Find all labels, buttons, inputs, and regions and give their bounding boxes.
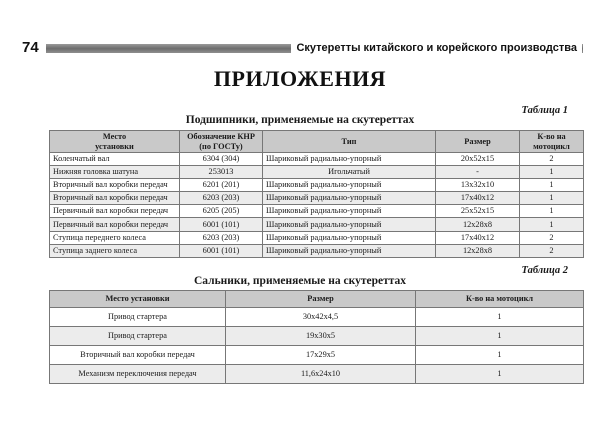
cell-qty: 1 bbox=[416, 308, 584, 327]
cell-place: Вторичный вал коробки передач bbox=[50, 346, 226, 365]
cell-size: 30x42x4,5 bbox=[226, 308, 416, 327]
cell-qty: 1 bbox=[520, 179, 584, 192]
table-row bbox=[50, 205, 584, 218]
cell-code: 253013 bbox=[180, 166, 263, 179]
cell-qty: 2 bbox=[520, 244, 584, 257]
table-row bbox=[50, 153, 584, 166]
table1-label: Таблица 1 bbox=[521, 105, 568, 116]
table-row bbox=[50, 179, 584, 192]
table-row bbox=[50, 308, 584, 327]
cell-type: Шариковый радиально-упорный bbox=[263, 179, 436, 192]
cell-size: 12x28x8 bbox=[436, 218, 520, 231]
cell-size: 25x52x15 bbox=[436, 205, 520, 218]
table-row bbox=[50, 231, 584, 244]
cell-place: Коленчатый вал bbox=[50, 153, 180, 166]
page-number: 74 bbox=[22, 39, 39, 56]
cell-size: 11,6x24x10 bbox=[226, 365, 416, 384]
table-row bbox=[50, 192, 584, 205]
table-row bbox=[50, 218, 584, 231]
cell-place: Ступица заднего колеса bbox=[50, 244, 180, 257]
header-type: Тип bbox=[263, 131, 436, 153]
header-code: Обозначение КНР (по ГОСТу) bbox=[180, 131, 263, 153]
cell-code: 6205 (205) bbox=[180, 205, 263, 218]
cell-type: Игольчатый bbox=[263, 166, 436, 179]
running-title: Скутеретты китайского и корейского производства bbox=[291, 39, 582, 57]
cell-place: Первичный вал коробки передач bbox=[50, 205, 180, 218]
cell-size: 20x52x15 bbox=[436, 153, 520, 166]
cell-place: Ступица переднего колеса bbox=[50, 231, 180, 244]
header-place: Место установки bbox=[50, 291, 226, 308]
seals-table bbox=[49, 290, 584, 384]
cell-qty: 1 bbox=[416, 346, 584, 365]
header-qty: К-во на мотоцикл bbox=[520, 131, 584, 153]
cell-place: Привод стартера bbox=[50, 308, 226, 327]
cell-qty: 2 bbox=[520, 153, 584, 166]
cell-place: Механизм переключения передач bbox=[50, 365, 226, 384]
cell-type: Шариковый радиально-упорный bbox=[263, 192, 436, 205]
cell-code: 6203 (203) bbox=[180, 231, 263, 244]
cell-type: Шариковый радиально-упорный bbox=[263, 231, 436, 244]
cell-type: Шариковый радиально-упорный bbox=[263, 153, 436, 166]
table1-caption: Подшипники, применяемые на скутереттах bbox=[185, 114, 415, 126]
cell-qty: 1 bbox=[520, 192, 584, 205]
table-row bbox=[50, 346, 584, 365]
page-header bbox=[22, 39, 588, 57]
cell-qty: 1 bbox=[520, 205, 584, 218]
page-title: ПРИЛОЖЕНИЯ bbox=[213, 66, 387, 91]
cell-size: 17x40x12 bbox=[436, 231, 520, 244]
cell-size: 12x28x8 bbox=[436, 244, 520, 257]
cell-size: 19x30x5 bbox=[226, 327, 416, 346]
cell-type: Шариковый радиально-упорный bbox=[263, 244, 436, 257]
cell-place: Привод стартера bbox=[50, 327, 226, 346]
cell-size: - bbox=[436, 166, 520, 179]
cell-size: 13x32x10 bbox=[436, 179, 520, 192]
table2-caption: Сальники, применяемые на скутереттах bbox=[193, 275, 407, 287]
cell-place: Нижняя головка шатуна bbox=[50, 166, 180, 179]
cell-qty: 1 bbox=[416, 365, 584, 384]
cell-place: Первичный вал коробки передач bbox=[50, 218, 180, 231]
cell-qty: 1 bbox=[520, 218, 584, 231]
table-row bbox=[50, 327, 584, 346]
table-row bbox=[50, 365, 584, 384]
cell-qty: 2 bbox=[520, 231, 584, 244]
table-row bbox=[50, 244, 584, 257]
table-row bbox=[50, 166, 584, 179]
cell-code: 6201 (201) bbox=[180, 179, 263, 192]
cell-qty: 1 bbox=[520, 166, 584, 179]
cell-code: 6001 (101) bbox=[180, 244, 263, 257]
header-qty: К-во на мотоцикл bbox=[416, 291, 584, 308]
table-header-row bbox=[50, 291, 584, 308]
cell-place: Вторичный вал коробки передач bbox=[50, 192, 180, 205]
cell-size: 17x29x5 bbox=[226, 346, 416, 365]
cell-code: 6001 (101) bbox=[180, 218, 263, 231]
bearings-table bbox=[49, 130, 584, 258]
header-size: Размер bbox=[436, 131, 520, 153]
cell-code: 6304 (304) bbox=[180, 153, 263, 166]
header-size: Размер bbox=[226, 291, 416, 308]
table-header-row bbox=[50, 131, 584, 153]
cell-qty: 1 bbox=[416, 327, 584, 346]
header-place: Место установки bbox=[50, 131, 180, 153]
cell-size: 17x40x12 bbox=[436, 192, 520, 205]
cell-type: Шариковый радиально-упорный bbox=[263, 218, 436, 231]
table2-label: Таблица 2 bbox=[521, 265, 568, 276]
cell-place: Вторичный вал коробки передач bbox=[50, 179, 180, 192]
cell-type: Шариковый радиально-упорный bbox=[263, 205, 436, 218]
cell-code: 6203 (203) bbox=[180, 192, 263, 205]
